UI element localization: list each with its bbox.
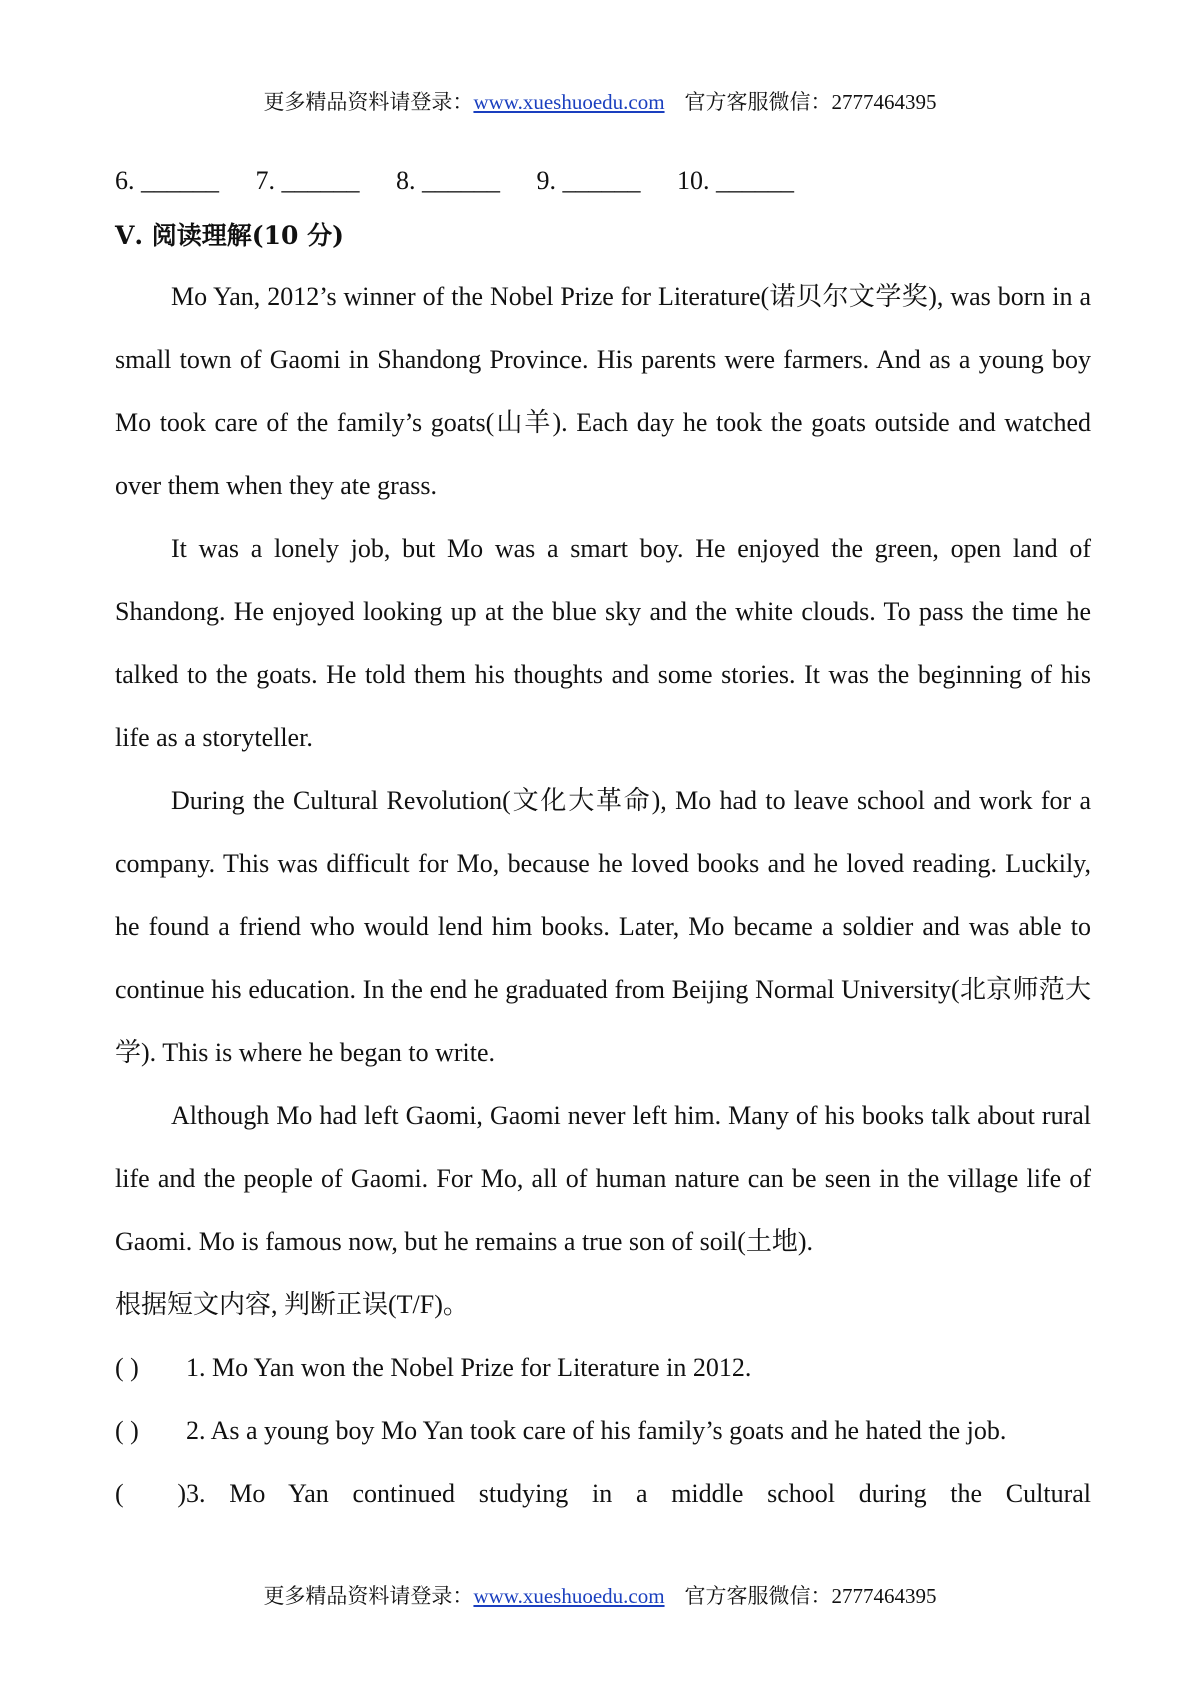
header-prefix: 更多精品资料请登录： (263, 90, 474, 114)
answer-blank[interactable]: 10. ______ (677, 166, 794, 195)
passage-paragraph: It was a lonely job, but Mo was a smart boy. He enjoyed the green, open land of Shandong. He enjoyed looking up at the blue sky and the white clouds. To pass the time he talked to the goats. He told them his thoughts and some stories. It was the beginning of his life as a storyteller. (115, 534, 1091, 752)
question-item (115, 1399, 1091, 1462)
answer-blanks (115, 155, 1091, 207)
question-item (115, 1336, 1091, 1399)
header-suffix: 官方客服微信：2777464395 (684, 90, 937, 114)
footer-prefix: 更多精品资料请登录： (263, 1584, 474, 1608)
question-text: 1. Mo Yan won the Nobel Prize for Literature in 2012. (186, 1353, 752, 1382)
page-header (0, 86, 1200, 116)
question-text: 3. Mo Yan continued studying in a middle school during the Cultural (186, 1479, 1091, 1508)
answer-paren[interactable]: ( ) (115, 1416, 139, 1445)
passage-paragraph: Although Mo had left Gaomi, Gaomi never left him. Many of his books talk about rural life and the people of Gaomi. For Mo, all of human nature can be seen in the village life of Gaomi. Mo is famous now, but he remains a true son of soil(土地). (115, 1101, 1091, 1256)
section-title: Ⅴ. 阅读理解(10 分) (115, 221, 344, 250)
passage-paragraph: Mo Yan, 2012’s winner of the Nobel Prize for Literature(诺贝尔文学奖), was born in a small town of Gaomi in Shandong Province. His parents were farmers. And as a young boy Mo took care of the family’s goats(山羊). Each day he took the goats outside and watched over them when they ate grass. (115, 282, 1091, 500)
document-body (115, 155, 1091, 1525)
answer-blank[interactable]: 7. ______ (255, 166, 360, 195)
answer-paren[interactable]: ( ) (115, 1479, 186, 1508)
answer-blank[interactable]: 9. ______ (536, 166, 641, 195)
header-link[interactable]: www.xueshuoedu.com (473, 90, 665, 114)
question-text: 2. As a young boy Mo Yan took care of his family’s goats and he hated the job. (186, 1416, 1007, 1445)
answer-blank[interactable]: 8. ______ (396, 166, 500, 195)
answer-paren[interactable]: ( ) (115, 1353, 139, 1382)
instruction: 根据短文内容, 判断正误(T/F)。 (115, 1290, 469, 1319)
answer-blank[interactable]: 6. ______ (115, 166, 219, 195)
footer-suffix: 官方客服微信：2777464395 (684, 1584, 937, 1608)
footer-link[interactable]: www.xueshuoedu.com (473, 1584, 665, 1608)
question-item (115, 1462, 1091, 1525)
page-footer (0, 1580, 1200, 1610)
passage-paragraph: During the Cultural Revolution(文化大革命), Mo had to leave school and work for a company. This was difficult for Mo, because he loved books and he loved reading. Luckily, he found a friend who would lend him books. Later, Mo became a soldier and was able to continue his education. In the end he graduated from Beijing Normal University(北京师范大学). This is where he began to write. (115, 786, 1091, 1067)
